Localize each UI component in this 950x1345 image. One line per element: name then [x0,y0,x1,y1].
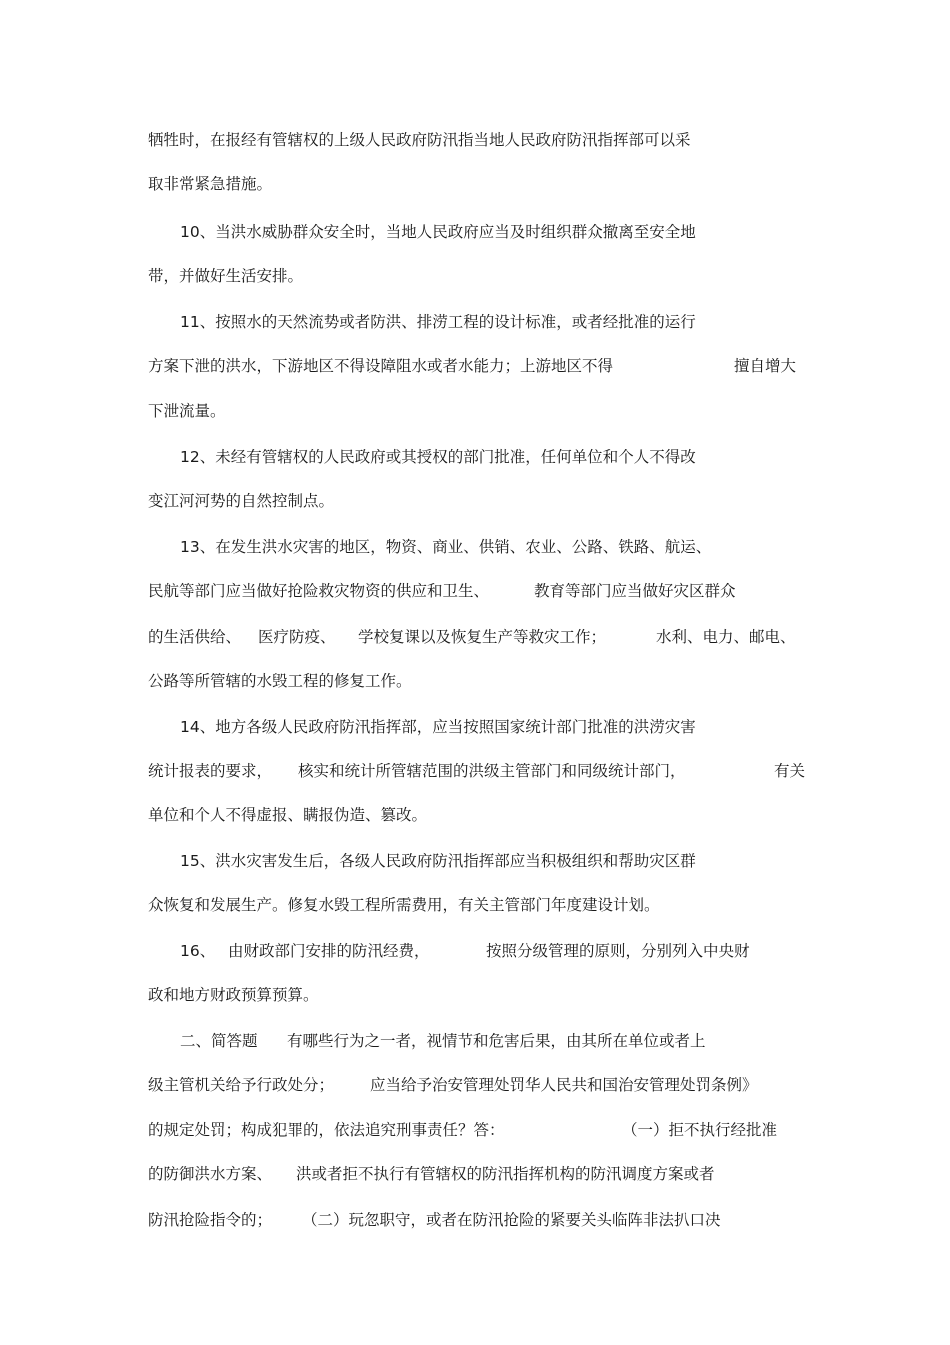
text-segment: 下泄流量。 [148,402,226,420]
text-segment: 有哪些行为之一者，视情节和危害后果，由其所在单位或者上 [287,1032,706,1050]
text-line [148,266,303,286]
text-line [148,491,334,511]
text-line [180,851,696,871]
text-segment: 11、按照水的天然流势或者防洪、排涝工程的设计标准，或者经批准的运行 [180,313,696,331]
text-line [148,805,427,825]
text-line [148,1164,715,1184]
text-segment: 单位和个人不得虚报、瞒报伪造、篡改。 [148,806,428,824]
text-segment: 带，并做好生活安排。 [148,267,304,285]
text-line [148,356,797,376]
text-segment: 级主管机关给予行政处分； [148,1076,335,1094]
text-segment: 应当给予治安管理处罚华人民共和国治安管理处罚条例》 [370,1076,758,1094]
text-line [148,1210,721,1230]
text-segment: 水利、电力、邮电、 [656,628,796,646]
text-segment: 有关 [774,762,806,780]
text-line [180,312,696,332]
text-segment: 统计报表的要求， [148,762,273,780]
text-segment: 公路等所管辖的水毁工程的修复工作。 [148,672,412,690]
text-line [148,130,691,150]
text-line [148,174,272,194]
text-segment: （二）玩忽职守，或者在防汛抢险的紧要关头临阵非法扒口决 [302,1211,721,1229]
text-segment: 10、当洪水威胁群众安全时，当地人民政府应当及时组织群众撤离至安全地 [180,223,696,241]
text-line [180,1031,706,1051]
text-line [148,985,319,1005]
text-line [148,761,806,781]
text-segment: 防汛抢险指令的； [148,1211,273,1229]
text-line [148,671,412,691]
text-segment: 核实和统计所管辖范围的洪级主管部门和同级统计部门， [298,762,686,780]
text-line [180,717,696,737]
text-line [148,895,660,915]
text-line [148,1075,758,1095]
text-segment: 的防御洪水方案、 [148,1165,273,1183]
text-segment: 医疗防疫、 [258,628,336,646]
text-segment: 的规定处罚；构成犯罪的，依法追究刑事责任？答： [148,1121,505,1139]
text-line [148,627,796,647]
text-segment: 民航等部门应当做好抢险救灾物资的供应和卫生、 [148,582,490,600]
text-segment: 14、地方各级人民政府防汛指挥部，应当按照国家统计部门批准的洪涝灾害 [180,718,696,736]
text-segment: 变江河河势的自然控制点。 [148,492,335,510]
text-segment: 学校复课以及恢复生产等救灾工作； [358,628,607,646]
text-line [180,447,696,467]
text-segment: 取非常紧急措施。 [148,175,273,193]
text-line [148,401,226,421]
text-line [180,537,711,557]
text-line [180,941,750,961]
text-segment: 12、未经有管辖权的人民政府或其授权的部门批准，任何单位和个人不得改 [180,448,696,466]
text-segment: 方案下泄的洪水，下游地区不得设障阻水或者水能力；上游地区不得 [148,357,614,375]
text-segment: 牺牲时，在报经有管辖权的上级人民政府防汛指当地人民政府防汛指挥部可以采 [148,131,691,149]
text-segment: （一）拒不执行经批准 [622,1121,778,1139]
text-segment: 政和地方财政预算预算。 [148,986,319,1004]
text-segment: 15、洪水灾害发生后，各级人民政府防汛指挥部应当积极组织和帮助灾区群 [180,852,696,870]
text-segment: 众恢复和发展生产。修复水毁工程所需费用，有关主管部门年度建设计划。 [148,896,660,914]
text-segment: 16、 [180,942,216,960]
text-segment: 洪或者拒不执行有管辖权的防汛指挥机构的防汛调度方案或者 [296,1165,715,1183]
text-segment: 的生活供给、 [148,628,242,646]
text-line [180,222,696,242]
text-segment: 由财政部门安排的防汛经费， [228,942,430,960]
text-segment: 按照分级管理的原则，分别列入中央财 [486,942,750,960]
text-segment: 擅自增大 [734,357,797,375]
text-segment: 教育等部门应当做好灾区群众 [534,582,736,600]
text-segment: 13、在发生洪水灾害的地区，物资、商业、供销、农业、公路、铁路、航运、 [180,538,712,556]
text-line [148,1120,778,1140]
text-segment: 二、简答题 [180,1032,258,1050]
text-line [148,581,736,601]
